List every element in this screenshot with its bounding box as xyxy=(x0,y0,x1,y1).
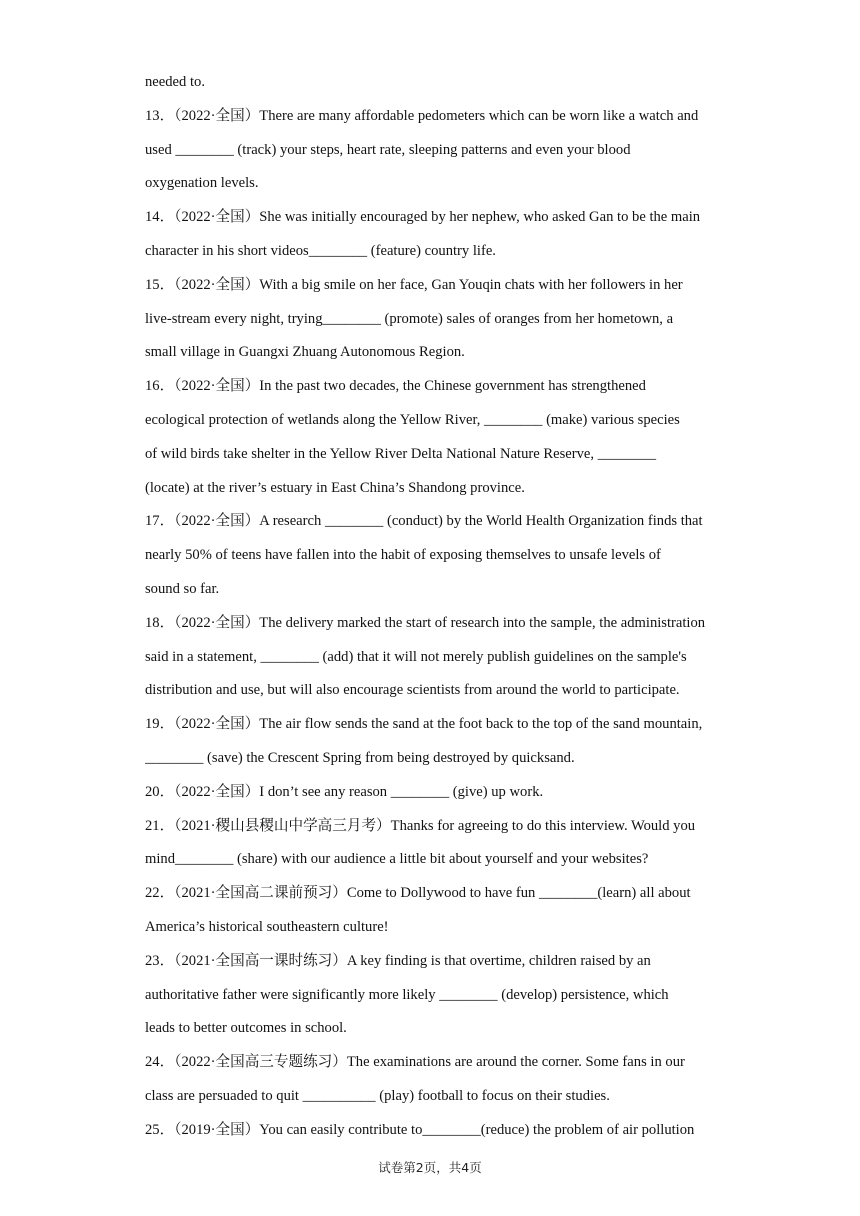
text-line: 16．（2022·全国）In the past two decades, the Chinese government has strengthened xyxy=(145,378,646,395)
text-line: America’s historical southeastern culture! xyxy=(145,918,389,935)
text-line: 15．（2022·全国）With a big smile on her face, Gan Youqin chats with her followers in her xyxy=(145,276,683,293)
text-line: 14．（2022·全国）She was initially encouraged by her nephew, who asked Gan to be the main xyxy=(145,209,701,226)
text-line: sound so far. xyxy=(145,580,220,597)
text-line: of wild birds take shelter in the Yellow River Delta National Nature Reserve, ________ xyxy=(145,445,657,462)
text-line: 24．（2022·全国高三专题练习）The examinations are around the corner. Some fans in our xyxy=(145,1054,685,1071)
text-line: 19．（2022·全国）The air flow sends the sand at the foot back to the top of the sand mountain, xyxy=(145,716,703,733)
page-footer: 试卷第2页，共4页 xyxy=(378,1160,482,1175)
text-line: needed to. xyxy=(145,74,205,90)
text-line: mind________ (share) with our audience a little bit about yourself and your websites? xyxy=(145,851,649,868)
text-line: used ________ (track) your steps, heart rate, sleeping patterns and even your blood xyxy=(145,141,631,158)
text-line: 20．（2022·全国）I don’t see any reason ________ (give) up work. xyxy=(145,783,544,800)
text-line: ________ (save) the Crescent Spring from being destroyed by quicksand. xyxy=(145,749,575,766)
text-line: 18．（2022·全国）The delivery marked the start of research into the sample, the administration xyxy=(145,614,706,631)
text-line: nearly 50% of teens have fallen into the habit of exposing themselves to unsafe levels of xyxy=(145,547,661,564)
text-line: authoritative father were significantly more likely ________ (develop) persistence, which xyxy=(145,986,669,1003)
text-line: 25．（2019·全国）You can easily contribute to________(reduce) the problem of air pollution xyxy=(145,1121,695,1138)
text-line: character in his short videos________ (feature) country life. xyxy=(145,242,496,259)
text-line: 22．（2021·全国高二课前预习）Come to Dollywood to have fun ________(learn) all about xyxy=(145,885,691,902)
text-line: distribution and use, but will also encourage scientists from around the world to participate. xyxy=(145,682,680,699)
text-line: oxygenation levels. xyxy=(145,175,259,192)
text-line: leads to better outcomes in school. xyxy=(145,1020,347,1037)
text-line: small village in Guangxi Zhuang Autonomous Region. xyxy=(145,344,465,361)
text-line: ecological protection of wetlands along the Yellow River, ________ (make) various species xyxy=(145,411,680,428)
text-line: 13．（2022·全国）There are many affordable pedometers which can be worn like a watch and xyxy=(145,107,699,124)
text-line: said in a statement, ________ (add) that it will not merely publish guidelines on the sample's xyxy=(145,648,687,665)
text-line: 21．（2021·稷山县稷山中学高三月考）Thanks for agreeing to do this interview. Would you xyxy=(145,817,696,834)
text-line: (locate) at the river’s estuary in East China’s Shandong province. xyxy=(145,479,525,496)
text-line: live-stream every night, trying________ (promote) sales of oranges from her hometown, a xyxy=(145,310,674,327)
text-line: 17．（2022·全国）A research ________ (conduct) by the World Health Organization finds that xyxy=(145,513,703,530)
text-line: class are persuaded to quit __________ (play) football to focus on their studies. xyxy=(145,1087,610,1104)
question-text xyxy=(145,66,720,1148)
text-line: 23．（2021·全国高一课时练习）A key finding is that overtime, children raised by an xyxy=(145,952,651,969)
